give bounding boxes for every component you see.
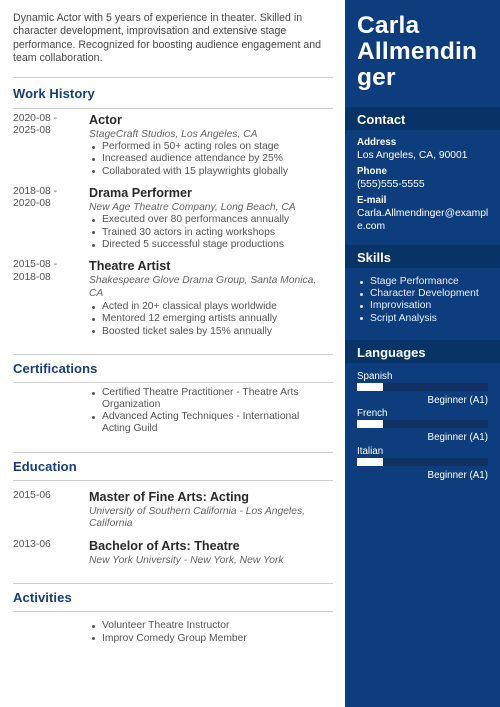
work-entry	[13, 186, 331, 251]
list-item: Boosted ticket sales by 15% annually	[89, 326, 329, 338]
activities-list	[89, 620, 329, 644]
language-entry	[357, 408, 488, 443]
education-date: 2013-06	[13, 538, 51, 550]
employer: StageCraft Studios, Los Angeles, CA	[89, 128, 258, 140]
proficiency-bar	[357, 420, 488, 428]
contact-block	[357, 137, 497, 233]
employer: New Age Theatre Company, Long Beach, CA	[89, 201, 296, 213]
certifications-list	[89, 387, 329, 436]
work-date	[13, 259, 89, 338]
work-history-heading: Work History	[13, 85, 95, 101]
date-start: 2015-08 -	[13, 259, 58, 271]
date-start: 2018-08 -	[13, 185, 58, 197]
certifications-heading: Certifications	[13, 360, 98, 376]
divider	[13, 480, 333, 481]
list-item: Executed over 80 performances annually	[89, 214, 329, 226]
proficiency-fill	[357, 383, 383, 391]
activities-heading: Activities	[13, 590, 72, 606]
work-entry	[13, 259, 331, 338]
work-entry	[13, 113, 331, 178]
sidebar	[345, 0, 500, 707]
degree: Bachelor of Arts: Theatre	[89, 538, 240, 553]
list-item: Directed 5 successful stage productions	[89, 239, 329, 251]
email-label: E-mail	[357, 195, 387, 206]
language-name: Italian	[357, 446, 384, 457]
work-date	[13, 186, 89, 251]
language-entry	[357, 446, 488, 481]
list-item: Certified Theatre Practitioner - Theatre Arts Organization	[89, 387, 329, 411]
address-label: Address	[357, 137, 397, 148]
divider	[13, 108, 333, 109]
skills-list	[357, 276, 497, 325]
list-item: Advanced Acting Techniques - International Acting Guild	[89, 411, 329, 435]
list-item: Acted in 20+ classical plays worldwide	[89, 301, 329, 313]
languages-heading: Languages	[345, 340, 500, 363]
list-item: Character Development	[357, 288, 497, 300]
proficiency-bar	[357, 383, 488, 391]
list-item: Mentored 12 emerging artists annually	[89, 313, 329, 325]
language-level: Beginner (A1)	[427, 470, 488, 481]
list-item: Performed in 50+ acting roles on stage	[89, 141, 329, 153]
date-start: 2020-08 -	[13, 112, 58, 124]
work-date	[13, 113, 89, 178]
date-end: 2025-08	[13, 125, 51, 137]
divider	[13, 452, 333, 453]
language-name: Spanish	[357, 371, 393, 382]
list-item: Script Analysis	[357, 313, 497, 325]
education-heading: Education	[13, 458, 77, 474]
list-item: Collaborated with 15 playwrights globally	[89, 166, 329, 178]
language-level: Beginner (A1)	[427, 432, 488, 443]
school: University of Southern California - Los Angeles, California	[89, 505, 305, 530]
education-entry	[13, 490, 331, 531]
job-duties	[89, 214, 329, 251]
list-item: Improv Comedy Group Member	[89, 633, 329, 645]
list-item: Volunteer Theatre Instructor	[89, 620, 329, 632]
list-item: Trained 30 actors in acting workshops	[89, 227, 329, 239]
job-duties	[89, 141, 329, 178]
job-title: Drama Performer	[89, 185, 192, 200]
education-date: 2015-06	[13, 489, 51, 501]
job-title: Actor	[89, 112, 122, 127]
phone-label: Phone	[357, 166, 387, 177]
email-link[interactable]: Carla.Allmendinger@example.com	[357, 208, 489, 232]
divider	[13, 354, 333, 355]
proficiency-fill	[357, 458, 383, 466]
language-name: French	[357, 408, 388, 419]
school: New York University - New York, New York	[89, 554, 284, 566]
degree: Master of Fine Arts: Acting	[89, 489, 249, 504]
employer: Shakespeare Glove Drama Group, Santa Monica, CA	[89, 275, 317, 299]
language-level: Beginner (A1)	[427, 395, 488, 406]
skills-heading: Skills	[345, 245, 500, 268]
education-entry	[13, 539, 331, 568]
proficiency-fill	[357, 420, 383, 428]
divider	[13, 382, 333, 383]
address-value: Los Angeles, CA, 90001	[357, 150, 468, 161]
divider	[13, 611, 333, 612]
list-item: Increased audience attendance by 25%	[89, 153, 329, 165]
date-end: 2020-08	[13, 198, 51, 210]
language-entry	[357, 371, 488, 406]
job-duties	[89, 301, 329, 338]
list-item: Improvisation	[357, 300, 497, 312]
date-end: 2018-08	[13, 271, 51, 283]
proficiency-bar	[357, 458, 488, 466]
professional-summary: Dynamic Actor with 5 years of experience in theater. Skilled in character development, improvisation and extensive stage performance. Recognized for boosting audience engagement and team collaboration.	[13, 12, 322, 65]
phone-value: (555)555-5555	[357, 179, 425, 190]
divider	[13, 583, 333, 584]
candidate-name: Carla Allmendin ger	[357, 12, 478, 91]
contact-heading: Contact	[345, 107, 500, 130]
job-title: Theatre Artist	[89, 259, 171, 274]
divider	[13, 77, 333, 78]
list-item: Stage Performance	[357, 276, 497, 288]
